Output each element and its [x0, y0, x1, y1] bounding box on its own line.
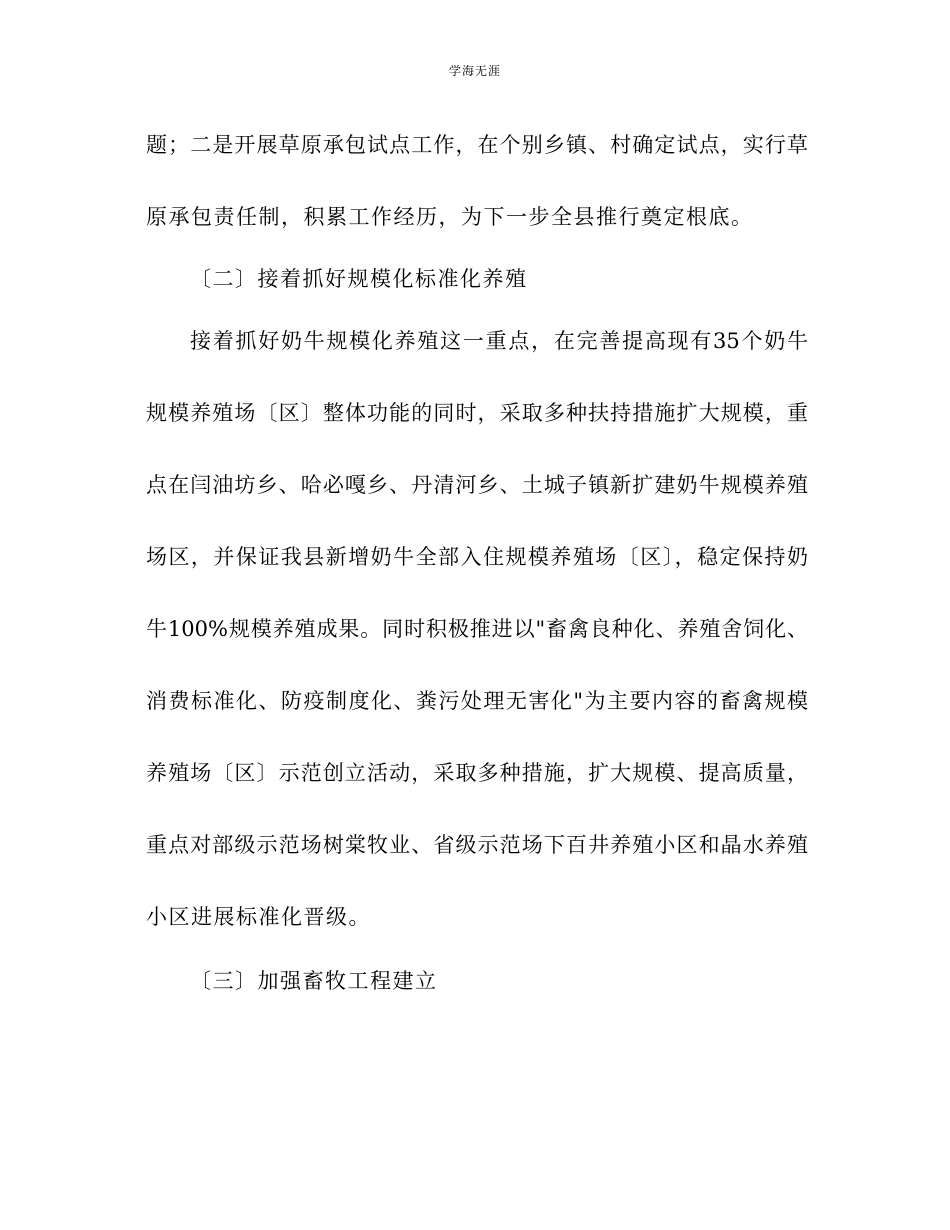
- body-line: 牛100%规模养殖成果。同时积极推进以"畜禽良种化、养殖舍饲化、: [146, 617, 808, 641]
- body-line: 消费标准化、防疫制度化、粪污处理无害化"为主要内容的畜禽规模: [146, 689, 808, 713]
- body-line: 点在闫油坊乡、哈必嘎乡、丹清河乡、土城子镇新扩建奶牛规模养殖: [146, 473, 808, 497]
- body-line: 重点对部级示范场树棠牧业、省级示范场下百井养殖小区和晶水养殖: [146, 833, 808, 857]
- body-line: 原承包责任制，积累工作经历，为下一步全县推行奠定根底。: [146, 205, 754, 229]
- page-header: 学海无涯: [448, 64, 501, 78]
- body-line: 养殖场〔区〕示范创立活动，采取多种措施，扩大规模、提高质量，: [146, 761, 808, 785]
- body-line: 规模养殖场〔区〕整体功能的同时，采取多种扶持措施扩大规模，重: [146, 401, 808, 425]
- body-line: 小区进展标准化晋级。: [146, 905, 371, 929]
- section-heading: 〔二〕接着抓好规模化标准化养殖: [190, 267, 528, 291]
- body-line: 题；二是开展草原承包试点工作，在个别乡镇、村确定试点，实行草: [146, 133, 808, 157]
- body-line: 接着抓好奶牛规模化养殖这一重点，在完善提高现有35个奶牛: [190, 329, 808, 353]
- body-line: 场区，并保证我县新增奶牛全部入住规模养殖场〔区〕，稳定保持奶: [146, 545, 808, 569]
- section-heading: 〔三〕加强畜牧工程建立: [190, 969, 438, 993]
